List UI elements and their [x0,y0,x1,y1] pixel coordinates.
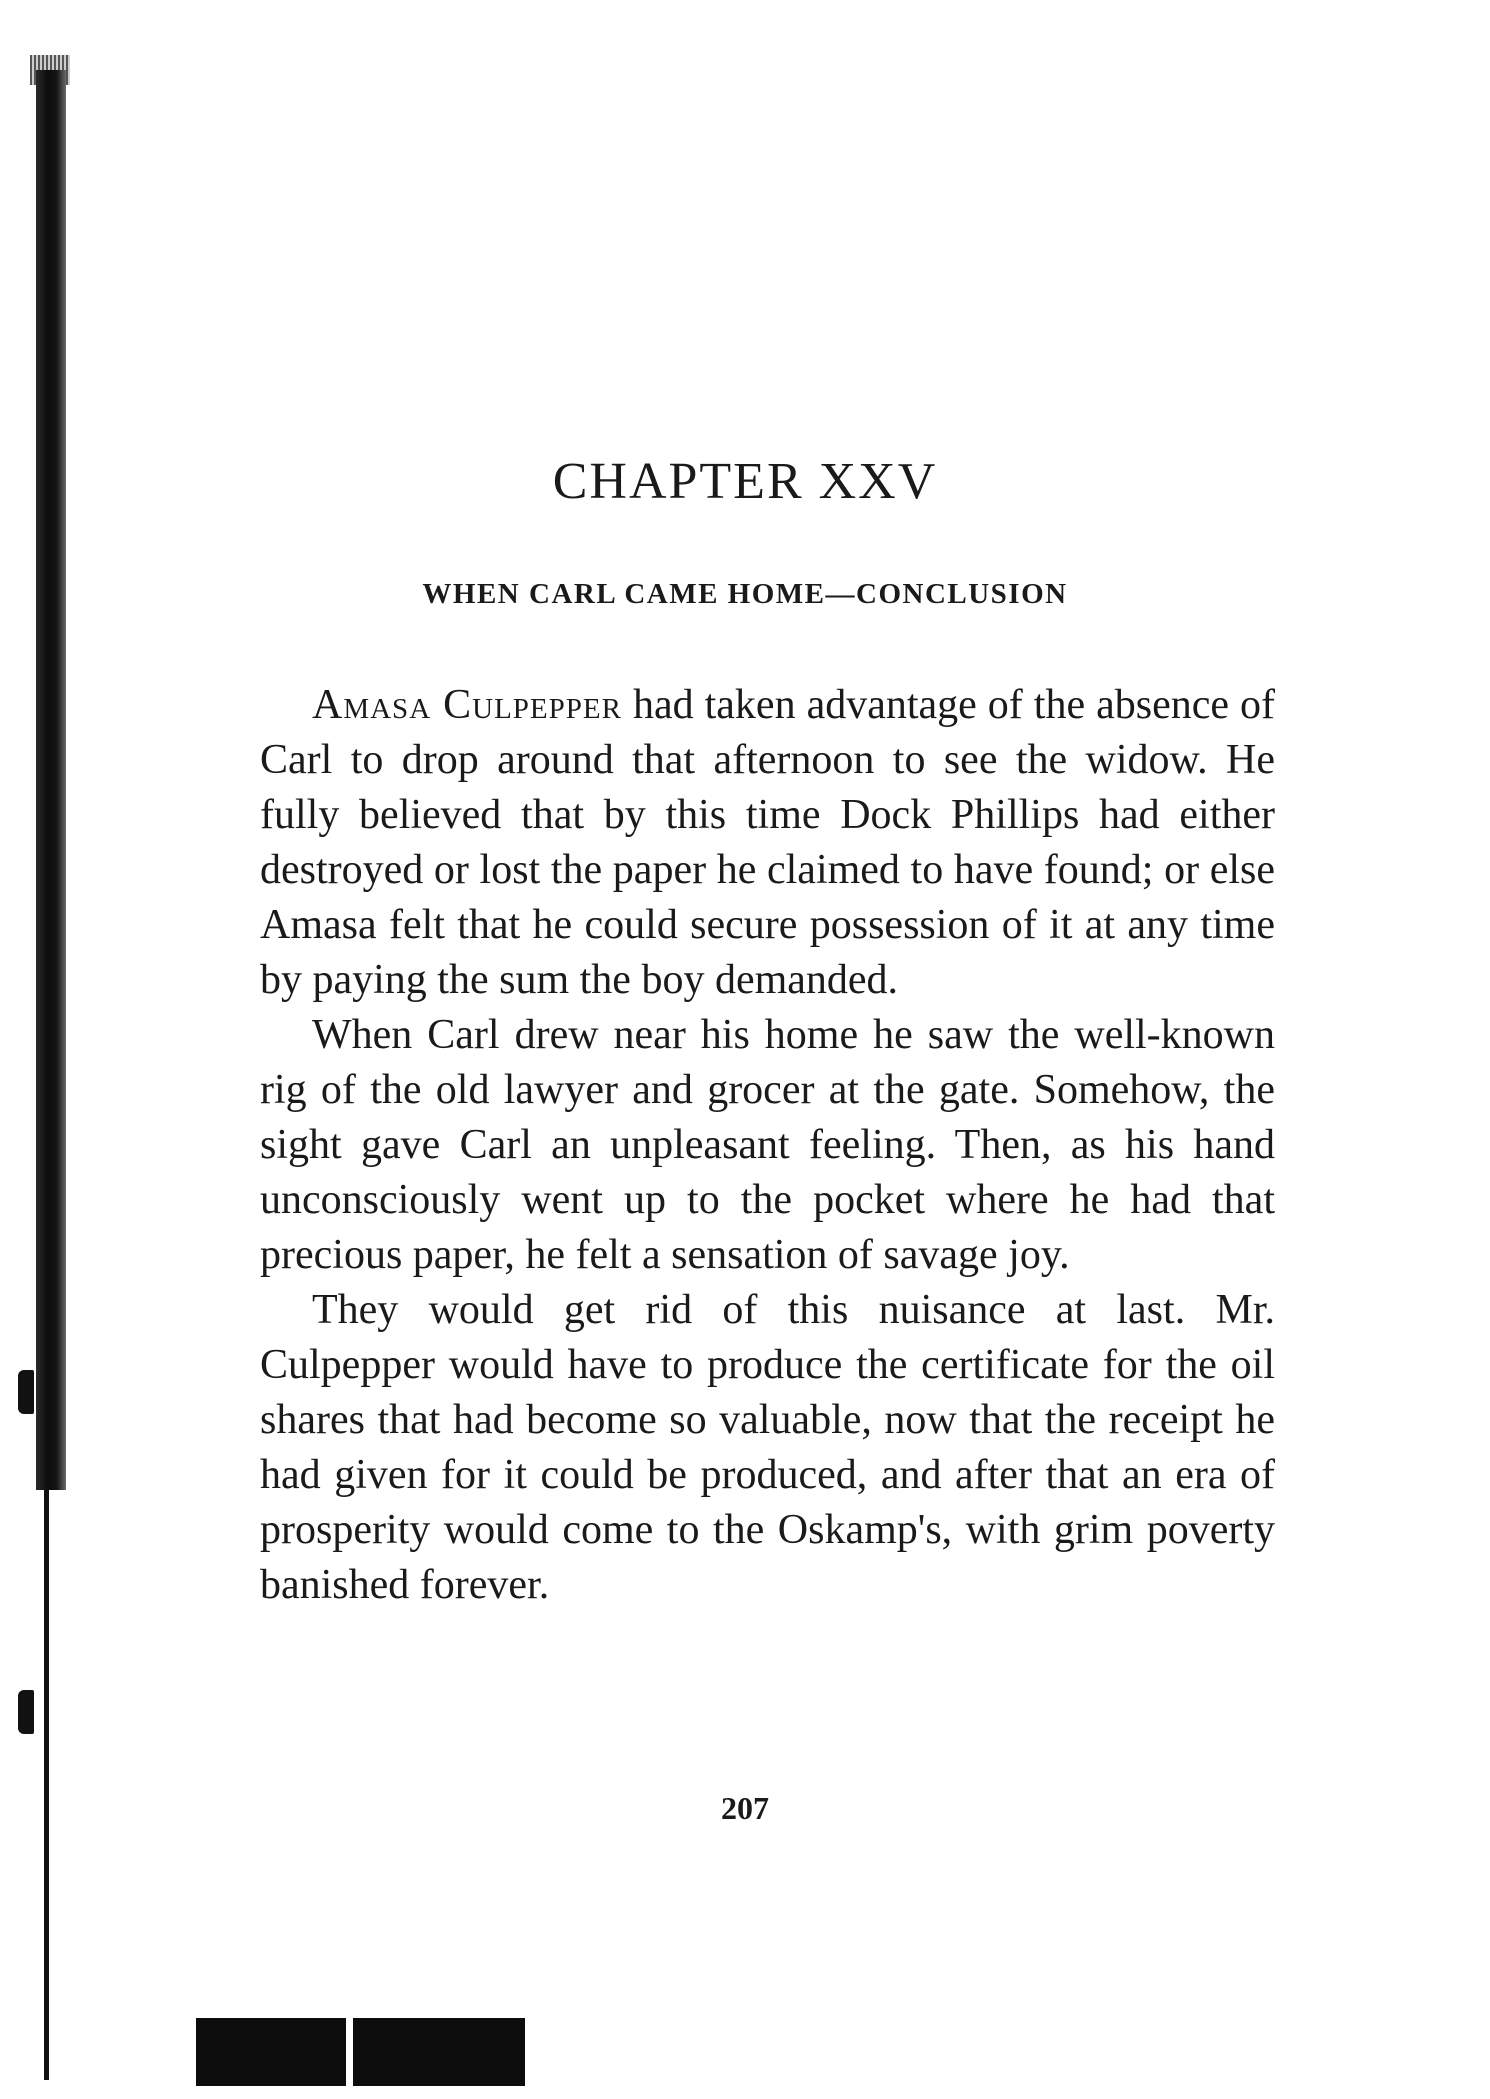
chapter-subtitle: WHEN CARL CAME HOME—CONCLUSION [422,578,1068,610]
chapter-body [260,678,1275,1613]
paragraph: They would get rid of this nuisance at last. Mr. Culpepper would have to produce the certificate for the oil shares that had become so valuable, now that the receipt he had given for it could be produced, and after that an era of prosperity would come to the Oskamp's, with grim poverty banished forever. [260,1287,1275,1608]
binding-edge-mark [18,1370,34,1414]
page-number: 207 [721,1790,769,1826]
paragraph-lead-smallcaps: Amasa Culpepper [312,682,622,728]
binding-edge-mark [18,1690,34,1734]
bottom-scan-smudge [196,2018,346,2086]
binding-edge-shadow [36,70,66,1490]
paragraph: When Carl drew near his home he saw the well-known rig of the old lawyer and grocer at the gate. Somehow, the sight gave Carl an unpleasant feeling. Then, as his hand unconsciously went up to the pocket where he had that precious paper, he felt a sensation of savage joy. [260,1012,1275,1278]
binding-edge-line [44,1490,49,2080]
chapter-title: CHAPTER XXV [552,453,938,510]
bottom-scan-smudge [353,2018,525,2086]
paragraph [260,678,1275,1008]
paragraph-text: had taken advantage of the absence of Carl to drop around that afternoon to see the widow. He fully believed that by this time Dock Phillips had either destroyed or lost the paper he claimed to have found; or else Amasa felt that he could secure possession of it at any time by paying the sum the boy demanded. [260,682,1275,1003]
